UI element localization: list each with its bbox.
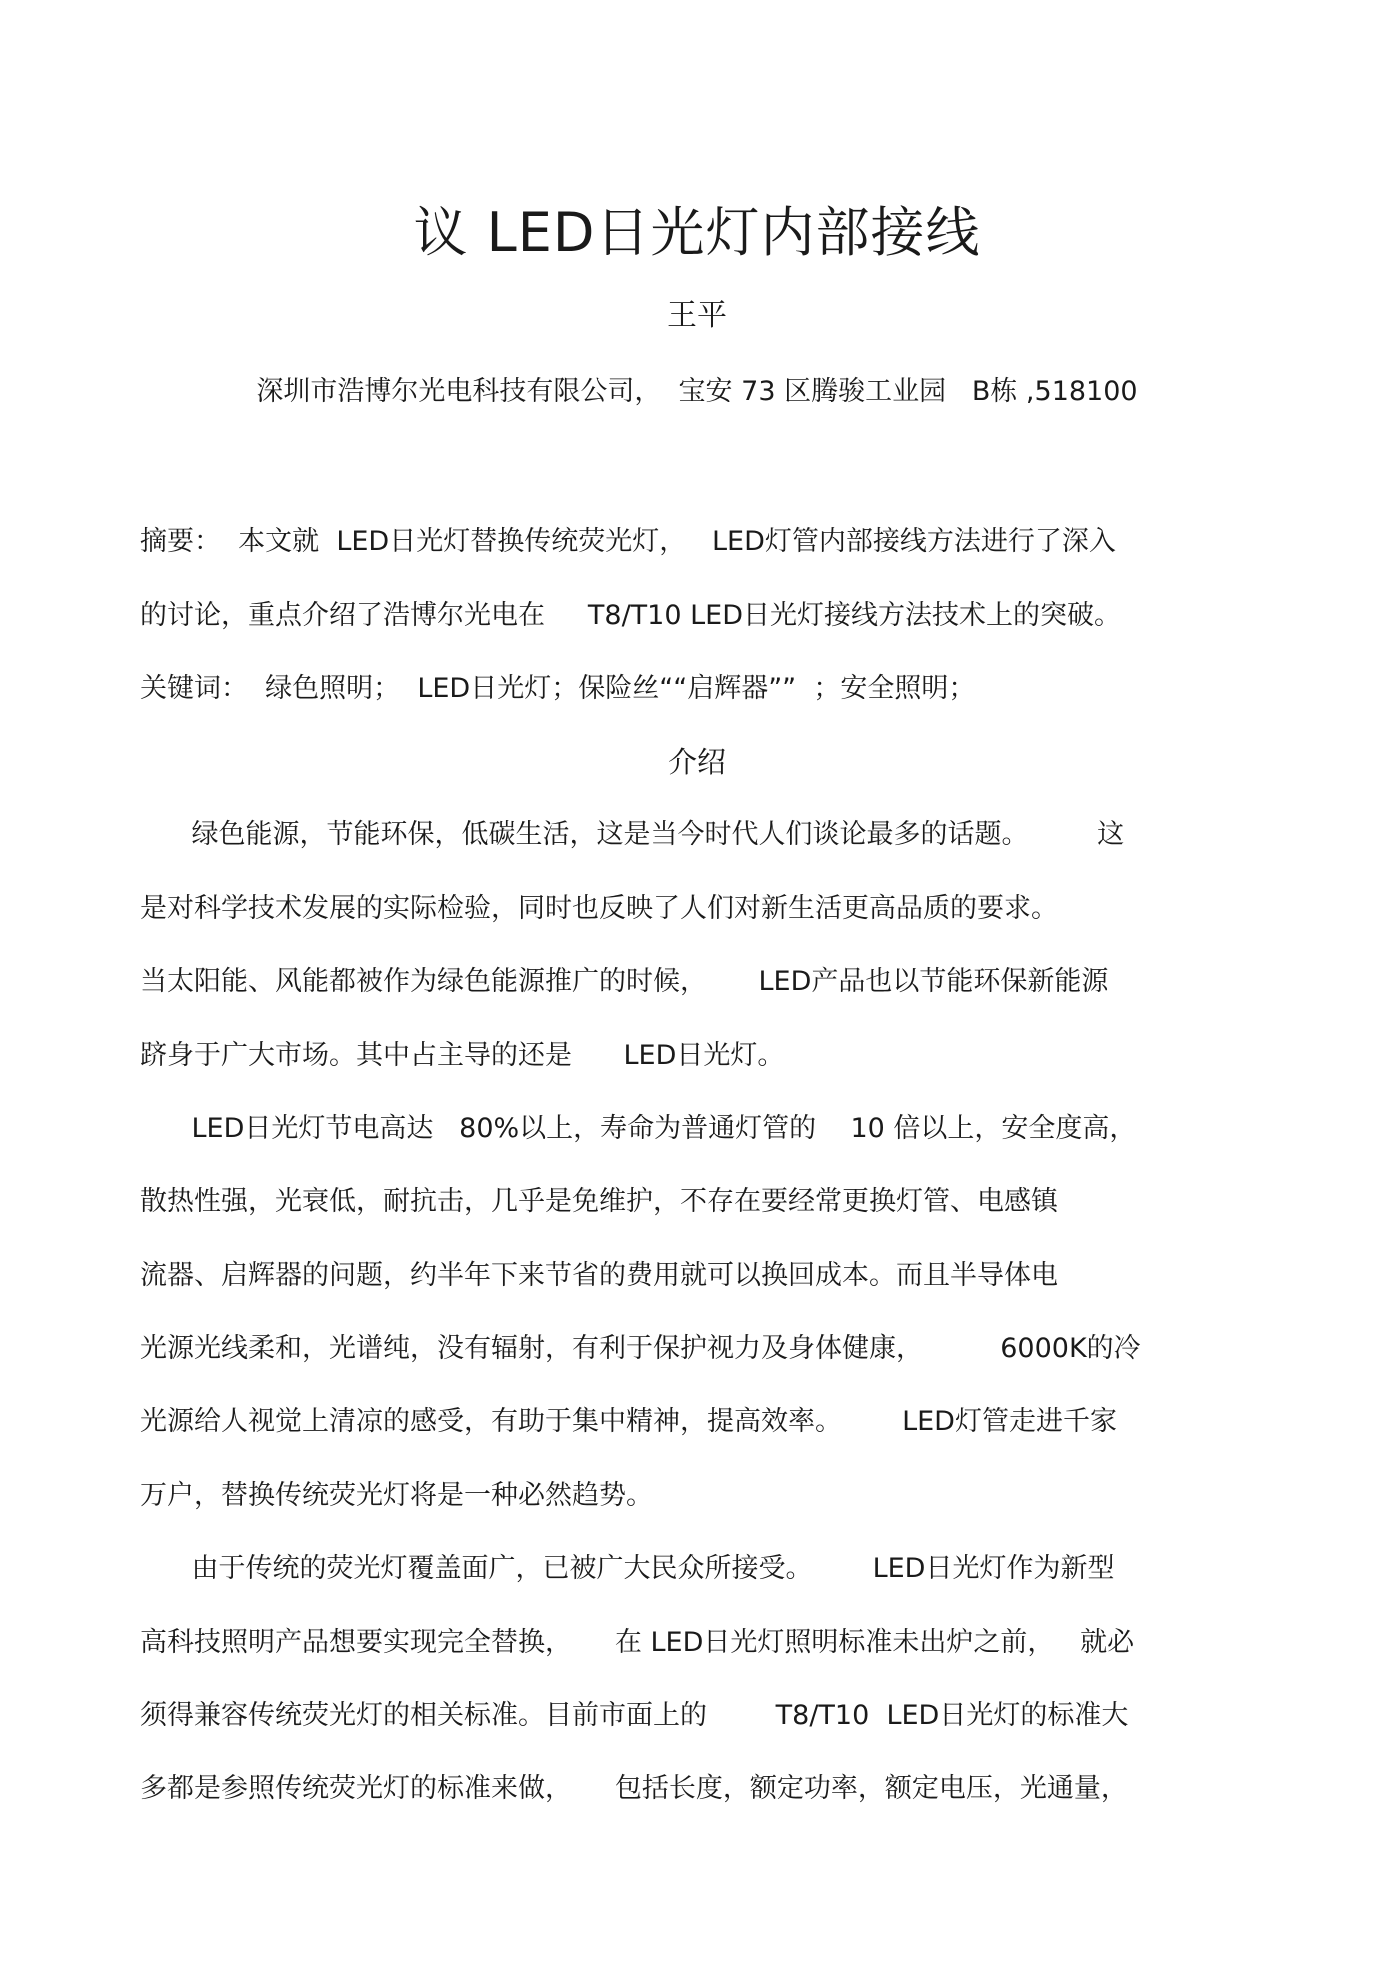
body-line: 万户，替换传统荧光灯将是一种必然趋势。 — [140, 1480, 653, 1511]
section-heading: 介绍 — [667, 745, 726, 779]
body-line: 是对科学技术发展的实际检验，同时也反映了人们对新生活更高品质的要求。 — [140, 893, 1058, 924]
body-line: LED日光灯节电高达 80%以上，寿命为普通灯管的 10 倍以上，安全度高， — [140, 1113, 1137, 1144]
body-line: 跻身于广大市场。其中占主导的还是 LED日光灯。 — [140, 1040, 785, 1071]
keywords-line: 关键词： 绿色照明； LED日光灯；保险丝““启辉器”” ；安全照明； — [140, 673, 976, 704]
body-line: 多都是参照传统荧光灯的标准来做， 包括长度，额定功率，额定电压，光通量， — [140, 1773, 1128, 1804]
author-affiliation: 深圳市浩博尔光电科技有限公司， 宝安 73 区腾骏工业园 B栋 ,518100 — [256, 376, 1138, 407]
body-line: 绿色能源，节能环保，低碳生活，这是当今时代人们谈论最多的话题。 这 — [140, 819, 1125, 850]
abstract-line: 的讨论，重点介绍了浩博尔光电在 T8/T10 LED日光灯接线方法技术上的突破。 — [140, 600, 1122, 631]
body-line: 光源给人视觉上清凉的感受，有助于集中精神，提高效率。 LED灯管走进千家 — [140, 1406, 1117, 1437]
body-line: 流器、启辉器的问题，约半年下来节省的费用就可以换回成本。而且半导体电 — [140, 1260, 1058, 1291]
abstract-line: 摘要： 本文就 LED日光灯替换传统荧光灯， LED灯管内部接线方法进行了深入 — [140, 526, 1116, 557]
body-line: 高科技照明产品想要实现完全替换， 在 LED日光灯照明标准未出炉之前， 就必 — [140, 1627, 1135, 1658]
body-line: 须得兼容传统荧光灯的相关标准。目前市面上的 T8/T10 LED日光灯的标准大 — [140, 1700, 1129, 1731]
body-line: 光源光线柔和，光谱纯，没有辐射，有利于保护视力及身体健康， 6000K的冷 — [140, 1333, 1141, 1364]
body-line: 由于传统的荧光灯覆盖面广，已被广大民众所接受。 LED日光灯作为新型 — [140, 1553, 1115, 1584]
author-name: 王平 — [667, 298, 727, 333]
document-title: 议 LED日光灯内部接线 — [413, 201, 981, 264]
body-line: 当太阳能、风能都被作为绿色能源推广的时候， LED产品也以节能环保新能源 — [140, 966, 1109, 997]
body-line: 散热性强，光衰低，耐抗击，几乎是免维护，不存在要经常更换灯管、电感镇 — [140, 1186, 1058, 1217]
